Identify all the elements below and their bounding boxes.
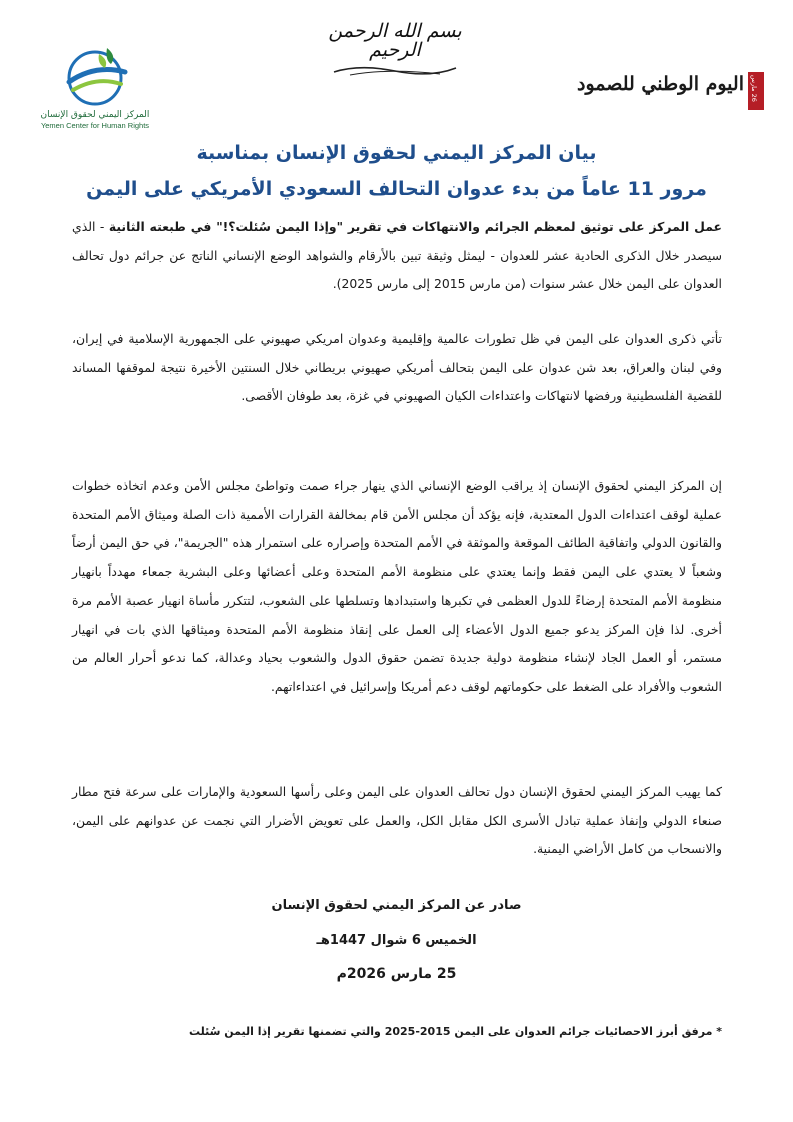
paragraph-report xyxy=(72,213,722,299)
attachment-footnote: * مرفق أبرز الاحصائيات جرائم العدوان على اليمن 2015-2025 والتي تضمنها تقرير إذا اليمن سُئلت xyxy=(188,1025,722,1038)
basmala-text: بسم الله الرحمن الرحيم xyxy=(328,20,462,61)
paragraph-report-lead: عمل المركز على توثيق لمعظم الجرائم والانتهاكات في تقرير "وإذا اليمن سُئلت؟!" في طبعته الثانية xyxy=(108,219,722,234)
gregorian-date: 25 مارس 2026م xyxy=(336,966,457,982)
logo-name-english: Yemen Center for Human Rights xyxy=(40,121,150,130)
paragraph-context: تأتي ذكرى العدوان على اليمن في ظل تطورات عالمية وإقليمية وعدوان امريكي صهيوني على الجمهورية الإسلامية في إيران، وفي لبنان والعراق، بعد شن عدوان على اليمن بتحالف أمريكي صهيوني بريطاني خلال السنتين الأخيرة نتيجة لموقفها المساند للقضية الفلسطينية ورفضها لانتهاكات واعتداءات الكيان الصهيوني في غزة، بعد طوفان الأقصى. xyxy=(72,331,722,404)
resilience-day-text: اليوم الوطني للصمود xyxy=(576,73,744,95)
calligraphy-flourish-icon xyxy=(330,62,460,78)
paragraph-report-rest: - الذي سيصدر خلال الذكرى الحادية عشر للعدوان - ليمثل وثيقة تبين بالأرقام والشواهد الوضع الإنساني الناتج عن جرائم دول تحالف العدوان على اليمن خلال عشر سنوات (من مارس 2015 إلى مارس 2025). xyxy=(72,219,722,292)
paragraph-demands: كما يهيب المركز اليمني لحقوق الإنسان دول تحالف العدوان على اليمن وعلى رأسها السعودية والإمارات على سرعة فتح مطار صنعاء الدولي وإنفاذ عملية تبادل الأسرى الكل مقابل الكل، والعمل على تعويض الأضرار التي نجمت عن عدوانهم على اليمن، والانسحاب من كامل الأراضي اليمنية. xyxy=(72,784,722,857)
statement-title-line2: مرور 11 عاماً من بدء عدوان التحالف السعودي الأمريكي على اليمن xyxy=(86,178,707,200)
national-resilience-day-logo xyxy=(576,70,764,116)
logo-name-arabic: المركز اليمني لحقوق الإنسان xyxy=(40,110,150,120)
date-badge xyxy=(748,72,764,110)
issuer-line: صادر عن المركز اليمني لحقوق الإنسان xyxy=(271,898,522,913)
yemen-center-logo xyxy=(30,42,160,150)
paragraph-security-council: إن المركز اليمني لحقوق الإنسان إذ يراقب الوضع الإنساني الذي ينهار جراء صمت وتواطئ مجلس الأمن وعدم اتخاذه خطوات عملية لوقف اعتداءات الدول المعتدية، فإنه يؤكد أن مجلس الأمن قام بمخالفة القرارات الأممية ذات الصلة وميثاق الأمم المتحدة والقانون الدولي واتفاقية الطائف الموقعة والموثقة في الأمم المتحدة وإصراره على استمرار هذه "الجريمة"، في حق اليمن أرضاً وشعباً لا يعتدي على اليمن فقط وإنما يعتدي على منظومة الأمم المتحدة وعلى أعضائها وعلى البشرية جمعاء مهدداً بانهيار منظومة الأمم المتحدة إرضاءً للدول العظمى في تكبرها واستبدادها وتسلطها على الشعوب، لتتكرر مأساة انهيار عصبة الأمم مرة أخرى. لذا فإن المركز يدعو جميع الدول الأعضاء إلى العمل على إنقاذ منظومة الأمم المتحدة وميثاقها الذي بات في انهيار مستمر، أو العمل الجاد لإنشاء منظومة دولية جديدة تضمن حقوق الدول والشعوب بحياد وعدالة، كما ندعو أحرار العالم من الشعوب والأفراد على الضغط على حكوماتهم لوقف دعم أمريكا وإسرائيل في اعتداءاتهم. xyxy=(72,478,722,694)
hijri-date: الخميس 6 شوال 1447هـ xyxy=(316,933,477,948)
dove-globe-icon xyxy=(55,42,135,108)
date-badge-text: 26 مارس xyxy=(750,75,758,102)
statement-title-line1: بيان المركز اليمني لحقوق الإنسان بمناسبة xyxy=(196,142,597,164)
basmala-calligraphy xyxy=(325,22,465,72)
